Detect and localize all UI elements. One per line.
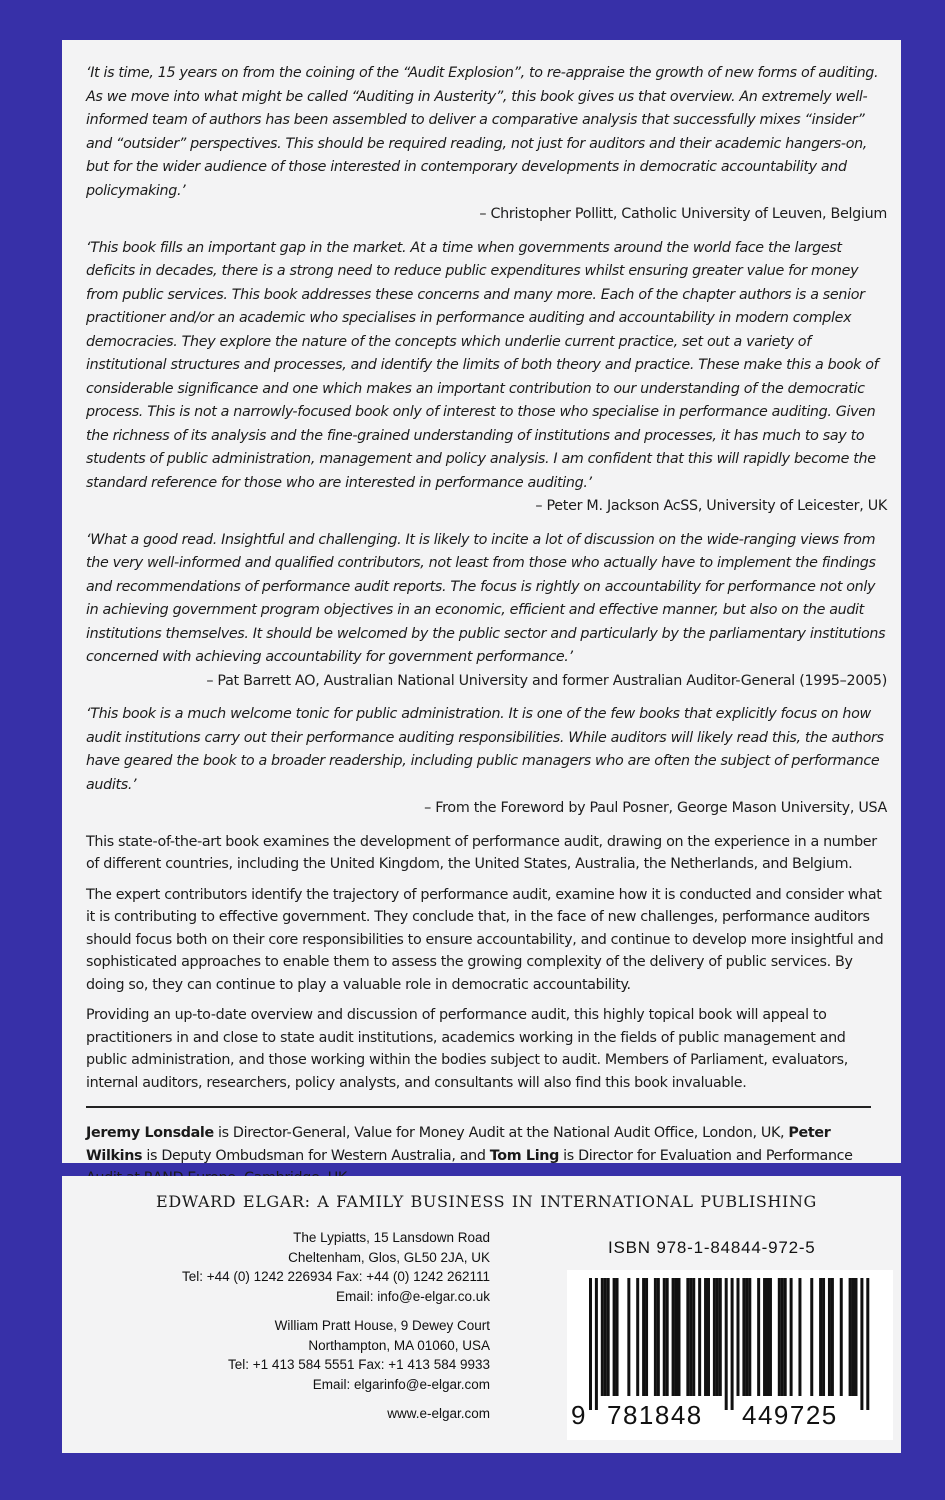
review-attribution: – From the Foreword by Paul Posner, George Mason University, USA [424, 800, 887, 816]
barcode-bar [595, 1278, 598, 1410]
website-url: www.e-elgar.com [387, 1406, 490, 1421]
barcode-bar [763, 1278, 766, 1396]
barcode-bar [784, 1278, 787, 1396]
review-quote-1 [86, 62, 887, 227]
barcode-bar [636, 1278, 639, 1396]
barcode-left-digits: 781848 [607, 1400, 703, 1430]
publisher-banner: EDWARD ELGAR: A FAMILY BUSINESS IN INTERNATIONAL PUBLISHING [156, 1192, 817, 1211]
review-attribution: – Peter M. Jackson AcSS, University of Leicester, UK [535, 498, 887, 514]
author-name: Tom Ling [489, 1147, 559, 1164]
review-quote-4 [86, 703, 887, 821]
barcode-bar [704, 1278, 707, 1396]
barcode-bar [757, 1278, 760, 1396]
barcode-bar [663, 1278, 666, 1396]
barcode-bar [798, 1278, 801, 1396]
back-cover-text-panel [62, 40, 901, 1163]
barcode-bar [666, 1278, 669, 1396]
barcode-bar [607, 1278, 610, 1396]
barcode-bar [698, 1278, 701, 1396]
barcode-bar [589, 1278, 592, 1410]
barcode-bar [810, 1278, 813, 1396]
barcode-bar [769, 1278, 772, 1396]
address-line: Cheltenham, Glos, GL50 2JA, UK [288, 1249, 490, 1265]
address-line: Northampton, MA 01060, USA [308, 1337, 490, 1353]
barcode-bar [866, 1278, 869, 1410]
barcode-bar [604, 1278, 607, 1396]
barcode-bar [713, 1278, 716, 1396]
publisher-panel [62, 1176, 901, 1453]
barcode-bar [692, 1278, 695, 1396]
barcode-bar [645, 1278, 648, 1396]
barcode-bar [627, 1278, 630, 1396]
description-paragraph: This state-of-the-art book examines the development of performance audit, drawing on the experience in a number of different countries, including the United Kingdom, the United States, Australia, the Netherlands, and Belgium. [86, 833, 877, 872]
barcode-bar [748, 1278, 751, 1396]
barcode-bar [725, 1278, 728, 1410]
barcode-bar [828, 1278, 831, 1396]
phone-fax: Tel: +1 413 584 5551 Fax: +1 413 584 9933 [228, 1357, 490, 1372]
barcode-bar [654, 1278, 657, 1396]
barcode-bar [601, 1278, 604, 1396]
review-attribution: – Pat Barrett AO, Australian National University and former Australian Auditor-General (1995–2005) [206, 672, 887, 689]
barcode-bar [831, 1278, 834, 1396]
barcode-bar [822, 1278, 825, 1396]
barcode-bar [852, 1278, 855, 1396]
author-role: is Director-General, Value for Money Audit at the National Audit Office, London, UK, [213, 1125, 785, 1141]
address-line: The Lypiatts, 15 Lansdown Road [293, 1230, 490, 1245]
review-quote-3 [86, 529, 887, 694]
barcode-right-digits: 449725 [742, 1400, 838, 1430]
barcode-bars [589, 1278, 873, 1410]
phone-fax: Tel: +44 (0) 1242 226934 Fax: +44 (0) 1242 262111 [182, 1269, 490, 1284]
barcode-bar [675, 1278, 678, 1396]
barcode-bar [781, 1278, 784, 1396]
address-line: William Pratt House, 9 Dewey Court [274, 1318, 490, 1333]
barcode-bar [778, 1278, 781, 1396]
review-text: ‘What a good read. Insightful and challenging. It is likely to incite a lot of discussion on the wide-ranging views from the very well-informed and qualified contributors, not least from those who actually have to implement the findings and recommendations of performance audit reports. The focus is rightly on accountability for performance not only in achieving government program objectives in an economic, efficient and effective manner, but also on the audit institutions themselves. It should be welcomed by the public sector and particularly by the parliamentary institutions concerned with achieving accountability for government performance.’ [86, 531, 886, 665]
barcode-bar [616, 1278, 619, 1396]
description-paragraph: Providing an up-to-date overview and discussion of performance audit, this highly topical book will appeal to practitioners in and close to state audit institutions, academics working in the fields of public management and public administration, and those working within the bodies subject to audit. Members of Parliament, evaluators, internal auditors, researchers, policy analysts, and consultants will also find this book invaluable. [86, 1007, 848, 1091]
author-name: Jeremy Lonsdale [86, 1125, 214, 1141]
us-address [86, 1316, 490, 1394]
review-text: ‘This book fills an important gap in the market. At a time when governments around the world face the largest deficits in decades, there is a strong need to reduce public expenditures whilst ensuring greater value for money from public services. This book addresses these concerns and many more. Each of the chapter authors is a senior practitioner and/or an academic who specialises in performance auditing and accountability in modern complex democracies. They explore the nature of the concepts which underlie current practice, set out a variety of institutional structures and processes, and identify the limits of both theory and practice. These make this a book of considerable significance and one which makes an important contribution to our understanding of the democratic process. This is not a narrowly-focused book only of interest to those who specialise in performance auditing. Given the richness of its analysis and the fine-grained understanding of institutions and processes, it has much to say to students of public administration, management and policy analysis. I am confident that this will rapidly become the standard reference for those who are interested in performance auditing.’ [86, 239, 879, 491]
barcode-bar [672, 1278, 675, 1396]
website [86, 1404, 490, 1424]
barcode [567, 1270, 893, 1440]
author-role: is Deputy Ombudsman for Western Australia, and [142, 1147, 490, 1164]
description-paragraph: The expert contributors identify the trajectory of performance audit, examine how it is conducted and consider what it is contributing to effective government. They conclude that, in the face of new challenges, performance auditors should focus both on their core responsibilities to ensure accountability, and continue to develop more insightful and sophisticated approaches to enable them to assess the growing complexity of the delivery of public services. By doing so, they can continue to play a valuable role in democratic accountability. [86, 886, 884, 993]
email-address: Email: elgarinfo@e-elgar.com [312, 1376, 490, 1392]
barcode-bar [790, 1278, 793, 1396]
barcode-first-digit: 9 [571, 1400, 587, 1430]
barcode-bar [855, 1278, 858, 1396]
barcode-bar [742, 1278, 745, 1396]
barcode-bar [819, 1278, 822, 1396]
barcode-bar [686, 1278, 689, 1396]
barcode-bar [689, 1278, 692, 1396]
section-divider [86, 1106, 871, 1108]
barcode-bar [642, 1278, 645, 1396]
review-attribution: – Christopher Pollitt, Catholic University of Leuven, Belgium [479, 206, 887, 222]
author-role: is Director for Evaluation and Performance [563, 1147, 853, 1164]
author-name: Peter Wilkins [86, 1125, 831, 1164]
review-quote-2 [86, 237, 887, 519]
barcode-bar [613, 1278, 616, 1396]
barcode-bar [678, 1278, 681, 1396]
barcode-bar [860, 1278, 863, 1410]
uk-address [86, 1228, 490, 1306]
barcode-bar [766, 1278, 769, 1396]
isbn-label: ISBN 978-1-84844-972-5 [608, 1238, 816, 1257]
review-text: ‘It is time, 15 years on from the coining of the “Audit Explosion”, to re-appraise the growth of new forms of auditing. As we move into what might be called “Auditing in Austerity”, this book gives us that overview. An extremely well-informed team of authors has been assembled to deliver a comparative analysis that successfully mixes “insider” and “outsider” perspectives. This should be required reading, not just for auditors and their academic hangers-on, but for the wider audience of those interested in contemporary developments in democratic accountability and policymaking.’ [86, 65, 879, 199]
barcode-bar [719, 1278, 722, 1396]
barcode-bar [707, 1278, 710, 1396]
barcode-bar [849, 1278, 852, 1396]
email-address: Email: info@e-elgar.co.uk [335, 1288, 490, 1304]
barcode-bar [737, 1278, 740, 1396]
barcode-bar [745, 1278, 748, 1396]
barcode-bar [657, 1278, 660, 1396]
barcode-bar [840, 1278, 843, 1396]
barcode-bar [716, 1278, 719, 1396]
barcode-bar [731, 1278, 734, 1410]
review-text: ‘This book is a much welcome tonic for public administration. It is one of the few books that explicitly focus on how audit institutions carry out their performance auditing responsibilities. While auditors will likely read this, the authors have geared the book to a broader readership, including public managers who are often the subject of performance audits.’ [86, 706, 884, 793]
